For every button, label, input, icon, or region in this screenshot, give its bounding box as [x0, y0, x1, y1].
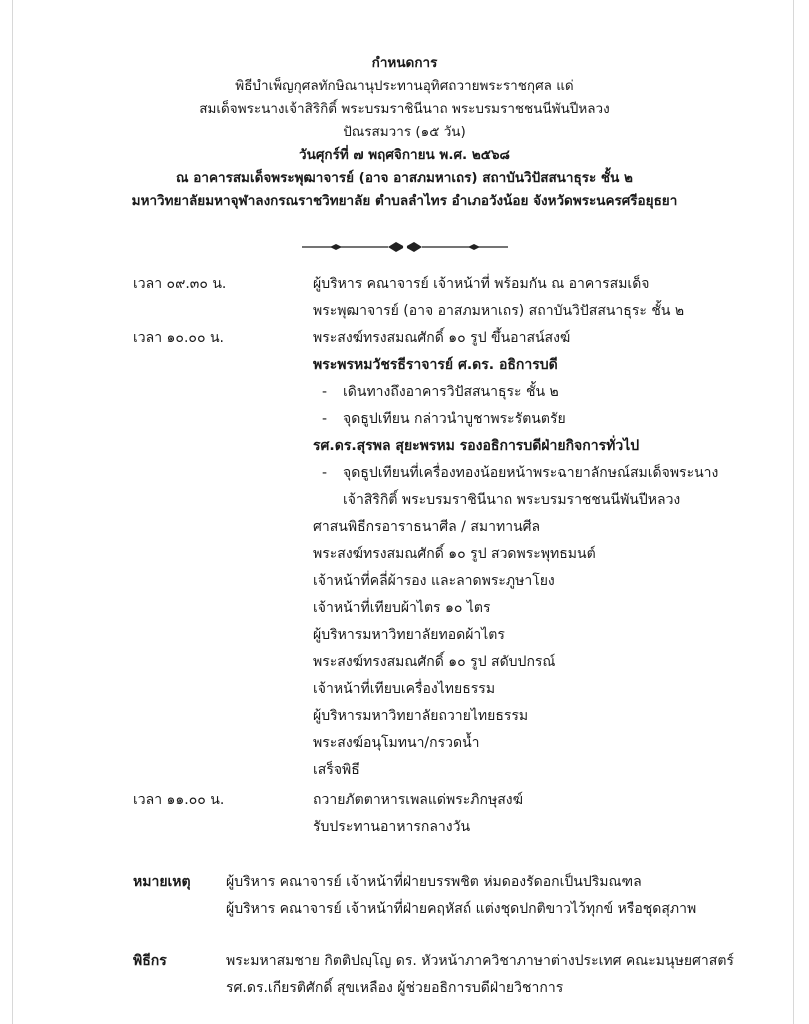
- schedule-text: พระสงฆ์ทรงสมณศักดิ์ ๑๐ รูป ขึ้นอาสน์สงฆ์: [313, 330, 571, 346]
- presiding-officer-1: พระพรหมวัชรธีราจารย์ ศ.ดร. อธิการบดี: [313, 357, 558, 373]
- ceremony-step: เสร็จพิธี: [313, 762, 360, 778]
- remarks-label: หมายเหตุ: [133, 874, 191, 890]
- ceremony-step: ศาสนพิธีกรอาราธนาศีล / สมาทานศีล: [313, 519, 541, 535]
- document-header: [0, 52, 809, 213]
- time-label-1100: เวลา ๑๑.๐๐ น.: [133, 792, 225, 808]
- bullet-dash: -: [322, 384, 328, 400]
- ceremony-step: พระสงฆ์อนุโมทนา/กรวดน้ำ: [313, 735, 480, 751]
- header-university: มหาวิทยาลัยมหาจุฬาลงกรณราชวิทยาลัย ตำบลลำไทร อำเภอวังน้อย จังหวัดพระนครศรีอยุธยา: [131, 193, 678, 209]
- emcee-label: พิธีกร: [133, 953, 167, 969]
- emcee-text: รศ.ดร.เกียรติศักดิ์ สุขเหลือง ผู้ช่วยอธิการบดีฝ่ายวิชาการ: [226, 980, 564, 996]
- bullet-text: จุดธูปเทียนที่เครื่องทองน้อยหน้าพระฉายาลักษณ์สมเด็จพระนาง: [343, 465, 719, 481]
- bullet-dash: -: [322, 465, 328, 481]
- ceremony-step: เจ้าหน้าที่เทียบเครื่องไทยธรรม: [313, 681, 496, 697]
- ceremony-step: ผู้บริหารมหาวิทยาลัยถวายไทยธรรม: [313, 708, 529, 724]
- bullet-text: จุดธูปเทียน กล่าวนำบูชาพระรัตนตรัย: [343, 411, 566, 427]
- time-label-0930: เวลา ๐๙.๓๐ น.: [133, 276, 227, 292]
- ornament-divider: [300, 240, 510, 254]
- remarks-text: ผู้บริหาร คณาจารย์ เจ้าหน้าที่ฝ่ายบรรพชิต ห่มดองรัดอกเป็นปริมณฑล: [226, 874, 642, 890]
- ceremony-step: พระสงฆ์ทรงสมณศักดิ์ ๑๐ รูป สดับปกรณ์: [313, 654, 556, 670]
- ceremony-step: เจ้าหน้าที่เทียบผ้าไตร ๑๐ ไตร: [313, 600, 491, 616]
- schedule-text: ถวายภัตตาหารเพลแด่พระภิกษุสงฆ์: [313, 792, 523, 808]
- presiding-officer-2: รศ.ดร.สุรพล สุยะพรหม รองอธิการบดีฝ่ายกิจการทั่วไป: [313, 438, 640, 454]
- ceremony-step: เจ้าหน้าที่คลี่ผ้ารอง และลาดพระภูษาโยง: [313, 573, 555, 589]
- schedule-text: รับประทานอาหารกลางวัน: [313, 819, 471, 835]
- header-occasion-line: ปัณรสมวาร (๑๕ วัน): [343, 124, 466, 140]
- bullet-text: เดินทางถึงอาคารวิปัสสนาธุระ ชั้น ๒: [343, 384, 559, 400]
- time-label-1000: เวลา ๑๐.๐๐ น.: [133, 330, 224, 346]
- ceremony-step: ผู้บริหารมหาวิทยาลัยทอดผ้าไตร: [313, 627, 505, 643]
- header-dedication-line: สมเด็จพระนางเจ้าสิริกิติ์ พระบรมราชินีนาถ พระบรมราชชนนีพันปีหลวง: [199, 101, 610, 117]
- remarks-text: ผู้บริหาร คณาจารย์ เจ้าหน้าที่ฝ่ายคฤหัสถ์ แต่งชุดปกติขาวไว้ทุกข์ หรือชุดสุภาพ: [226, 901, 697, 917]
- emcee-text: พระมหาสมชาย กิตติปญฺโญ ดร. หัวหน้าภาควิชาภาษาต่างประเทศ คณะมนุษยศาสตร์: [226, 953, 734, 969]
- header-venue: ณ อาคารสมเด็จพระพุฒาจารย์ (อาจ อาสภมหาเถร) สถาบันวิปัสสนาธุระ ชั้น ๒: [176, 170, 633, 186]
- schedule-text: ผู้บริหาร คณาจารย์ เจ้าหน้าที่ พร้อมกัน ณ อาคารสมเด็จ: [313, 276, 650, 292]
- schedule-text: พระพุฒาจารย์ (อาจ อาสภมหาเถร) สถาบันวิปัสสนาธุระ ชั้น ๒: [313, 303, 685, 319]
- bullet-dash: -: [322, 411, 328, 427]
- ceremony-step: พระสงฆ์ทรงสมณศักดิ์ ๑๐ รูป สวดพระพุทธมนต์: [313, 546, 596, 562]
- bullet-text-continued: เจ้าสิริกิติ์ พระบรมราชินีนาถ พระบรมราชชนนีพันปีหลวง: [343, 492, 681, 508]
- header-title: กำหนดการ: [371, 55, 438, 71]
- header-date: วันศุกร์ที่ ๗ พฤศจิกายน พ.ศ. ๒๕๖๘: [299, 147, 510, 163]
- header-ceremony-line: พิธีบำเพ็ญกุศลทักษิณานุประทานอุทิศถวายพระราชกุศล แด่: [235, 78, 574, 94]
